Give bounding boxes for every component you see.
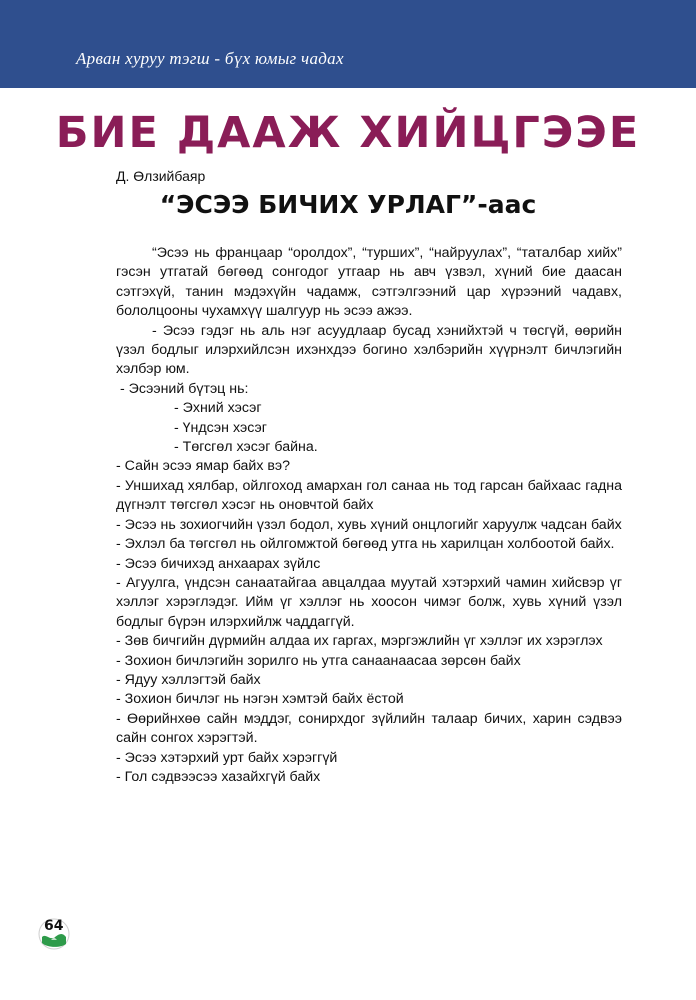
list-item: - Гол сэдвээсээ хазайхгүй байх (116, 768, 321, 785)
list-item: - Эсээ хэтэрхий урт байх хэрэггүй (116, 749, 338, 766)
page-number: 64 (44, 918, 64, 934)
list-item: - Ядуу хэллэгтэй байх (116, 671, 261, 688)
list-item: - Эсээ нь зохиогчийн үзэл бодол, хувь хүний онцлогийг харуулж чадсан байх (116, 516, 622, 533)
list-item: - Зохион бичлэг нь нэгэн хэмтэй байх ёстой (116, 691, 404, 708)
series-title: Арван хуруу тэгш - бүх юмыг чадах (76, 49, 344, 68)
list-item: - Өөрийнхөө сайн мэддэг, сонирхдог зүйлийн талаар бичих, харин сэдвээ сайн сонгох хэрэгтэй. (116, 710, 622, 747)
list-item: - Сайн эсээ ямар байх вэ? (116, 458, 291, 475)
author-name: Д. Өлзийбаяр (116, 168, 206, 184)
article-body (116, 244, 622, 787)
header-band (0, 0, 696, 88)
paragraph-structure: - Эсээний бүтэц нь: (120, 380, 249, 397)
structure-item: - Эхний хэсэг (174, 400, 262, 417)
list-item: - Зөв бичгийн дүрмийн алдаа их гаргах, мэргэжлийн үг хэллэг их хэрэглэх (116, 633, 603, 650)
article-title: БИЕ ДААЖ ХИЙЦГЭЭЕ (55, 108, 641, 158)
list-item: - Уншихад хялбар, ойлгоход амархан гол санаа нь тод гарсан байхаас гадна дүгнэлт төгсгөл хэсэг нь оновчтой байх (116, 477, 622, 514)
structure-item: - Үндсэн хэсэг (174, 419, 267, 436)
paragraph-definition: - Эсээ гэдэг нь аль нэг асуудлаар бусад хэнийхтэй ч төсгүй, өөрийн үзэл бодлыг илэрхийлсэн ихэнхдээ богино хэлбэрийн хүүрнэлт бичлэгийн хэлбэр юм. (116, 322, 622, 378)
list-item: - Зохион бичлэгийн зорилго нь утга санаанаасаа зөрсөн байх (116, 652, 521, 669)
structure-item: - Төгсгөл хэсэг байна. (174, 439, 318, 456)
list-item: - Эсээ бичихэд анхаарах зүйлс (116, 555, 321, 572)
list-item: - Агуулга, үндсэн санаатайгаа авцалдаа муутай хэтэрхий чамин хийсвэр үг хэллэг хэрэглэдэг. Ийм үг хэллэг нь хоосон чимэг болж, хувь хүний үзэл бодлыг бүрэн илэрхийлж чаддаггүй. (116, 574, 622, 630)
paragraph-intro: “Эсээ нь францаар “оролдох”, “турших”, “найруулах”, “таталбар хийх” гэсэн утгатай бөгөөд сонгодог утгаар нь авч үзвэл, хүний бие даасан сэтгэхүй, танин мэдэхүйн чадамж, сэтгэлгээний цар хүрээний чадавх, бололцооны чухамхүү шалгуур нь эсээ ажээ. (116, 245, 622, 320)
article-subtitle: “ЭСЭЭ БИЧИХ УРЛАГ”-аас (159, 190, 537, 219)
list-item: - Эхлэл ба төгсгөл нь ойлгомжтой бөгөөд утга нь харилцан холбоотой байх. (116, 536, 615, 553)
